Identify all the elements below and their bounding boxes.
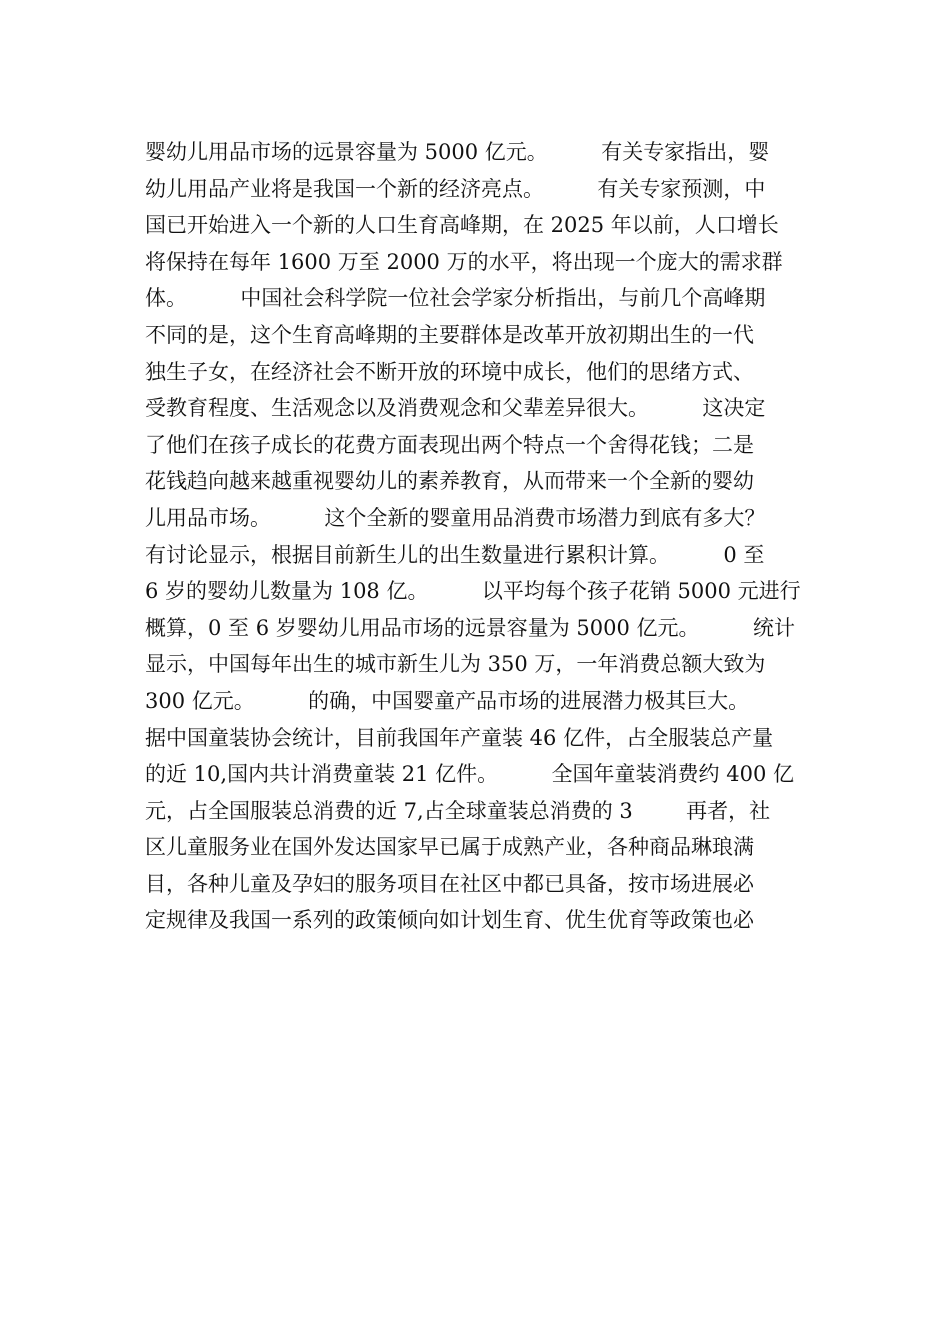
text-line: 据中国童装协会统计，目前我国年产童装 46 亿件，占全服装总产量 xyxy=(145,725,774,750)
text-line: 儿用品市场。 这个全新的婴童用品消费市场潜力到底有多大？ xyxy=(145,505,766,530)
text-line: 显示，中国每年出生的城市新生儿为 350 万，一年消费总额大致为 xyxy=(145,652,766,677)
text-line: 300 亿元。 的确，中国婴童产品市场的进展潜力极其巨大。 xyxy=(145,688,750,713)
text-line: 概算，0 至 6 岁婴幼儿用品市场的远景容量为 5000 亿元。 统计 xyxy=(145,615,795,640)
text-line: 独生子女，在经济社会不断开放的环境中成长，他们的思绪方式、 xyxy=(145,359,754,384)
text-line: 有讨论显示，根据目前新生儿的出生数量进行累积计算。 0 至 xyxy=(145,542,765,567)
text-line: 体。 中国社会科学院一位社会学家分析指出，与前几个高峰期 xyxy=(145,286,766,311)
text-line: 国已开始进入一个新的人口生育高峰期，在 2025 年以前，人口增长 xyxy=(145,213,779,238)
text-line: 幼儿用品产业将是我国一个新的经济亮点。 有关专家预测，中 xyxy=(145,176,766,201)
text-line: 了他们在孩子成长的花费方面表现出两个特点一个舍得花钱；二是 xyxy=(145,432,754,457)
body-text xyxy=(145,134,810,939)
text-line: 6 岁的婴幼儿数量为 108 亿。 以平均每个孩子花销 5000 元进行 xyxy=(145,579,801,604)
text-line: 目，各种儿童及孕妇的服务项目在社区中都已具备，按市场进展必 xyxy=(145,871,754,896)
text-line: 定规律及我国一系列的政策倾向如计划生育、优生优育等政策也必 xyxy=(145,908,754,933)
text-line: 将保持在每年 1600 万至 2000 万的水平，将出现一个庞大的需求群 xyxy=(145,249,783,274)
text-line: 的近 10,国内共计消费童装 21 亿件。 全国年童装消费约 400 亿 xyxy=(145,762,794,787)
text-line: 花钱趋向越来越重视婴幼儿的素养教育，从而带来一个全新的婴幼 xyxy=(145,469,754,494)
text-line: 不同的是，这个生育高峰期的主要群体是改革开放初期出生的一代 xyxy=(145,322,754,347)
text-line: 受教育程度、生活观念以及消费观念和父辈差异很大。 这决定 xyxy=(145,396,766,421)
text-line: 元，占全国服装总消费的近 7,占全球童装总消费的 3 再者，社 xyxy=(145,798,771,823)
text-line: 区儿童服务业在国外发达国家早已属于成熟产业，各种商品琳琅满 xyxy=(145,835,754,860)
text-line: 婴幼儿用品市场的远景容量为 5000 亿元。 有关专家指出，婴 xyxy=(145,140,770,164)
